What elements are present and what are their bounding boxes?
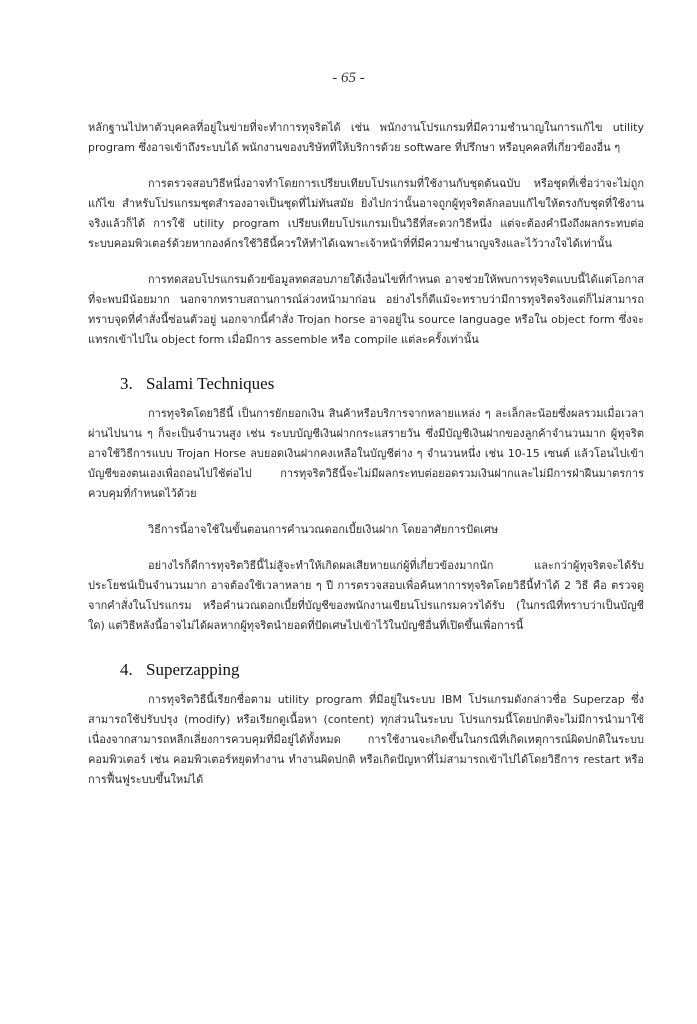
page-content (88, 118, 644, 790)
paragraph-compare-programs: การตรวจสอบวิธีหนึ่งอาจทำโดยการเปรียบเทียบโปรแกรมที่ใช้งานกับชุดต้นฉบับ หรือชุดที่เชื่อว่าจะไม่ถูกแก้ไข สำหรับโปรแกรมชุดสำรองอาจเป็นชุดที่ไม่ทันสมัย ยิ่งไปกว่านั้นอาจถูกผู้ทุจริตลักลอบแก้ไขให้ตรงกับชุดที่ใช้งานจริงแล้วก็ได้ การใช้ utility program เปรียบเทียบโปรแกรมเป็นวิธีที่สะดวกวิธีหนึ่ง แต่จะต้องคำนึงถึงผลกระทบต่อระบบคอมพิวเตอร์ด้วยหากองค์กรใช้วิธีนี้ควรให้ทำได้เฉพาะเจ้าหน้าที่ที่มีความชำนาญจริงและไว้วางใจได้เท่านั้น (88, 177, 644, 250)
paragraph-superzap-definition: การทุจริตวิธีนี้เรียกชื่อตาม utility program ที่มีอยู่ในระบบ IBM โปรแกรมดังกล่าวชื่อ Superzap ซึ่งสามารถใช้ปรับปรุง (modify) หรือเรียกดูเนื้อหา (content) ทุกส่วนในระบบ โปรแกรมนี้โดยปกติจะไม่มีการนำมาใช้ เนื่องจากสามารถหลีกเลี่ยงการควบคุมที่มีอยู่ได้ทั้งหมด การใช้งานจะเกิดขึ้นในกรณีที่เกิดเหตุการณ์ผิดปกติในระบบคอมพิวเตอร์ เช่น คอมพิวเตอร์หยุดทำงาน ทำงานผิดปกติ หรือเกิดปัญหาที่ไม่สามารถเข้าไปได้โดยวิธีการ restart หรือการฟื้นฟูระบบขึ้นใหม่ได้ (88, 693, 644, 786)
paragraph-salami-definition: การทุจริตโดยวิธีนี้ เป็นการยักยอกเงิน สินค้าหรือบริการจากหลายแหล่ง ๆ ละเล็กละน้อยซึ่งผลรวมเมื่อเวลาผ่านไปนาน ๆ ก็จะเป็นจำนวนสูง เช่น ระบบบัญชีเงินฝากกระแสรายวัน ซึ่งมีบัญชีเงินฝากของลูกค้าจำนวนมาก ผู้ทุจริตอาจใช้วิธีการแบบ Trojan Horse ลบยอดเงินฝากคงเหลือในบัญชีต่าง ๆ จำนวนหนึ่ง เช่น 10-15 เซนต์ แล้วโอนไปเข้าบัญชีของตนเองเพื่อถอนไปใช้ต่อไป การทุจริตวิธีนี้จะไม่มีผลกระทบต่อยอดรวมเงินฝากและไม่มีการฝ่าฝืนมาตรการควบคุมที่กำหนดไว้ด้วย (88, 407, 644, 500)
section-heading-salami (88, 372, 644, 396)
paragraph-suspects: หลักฐานไปหาตัวบุคคลที่อยู่ในข่ายที่จะทำการทุจริตได้ เช่น พนักงานโปรแกรมที่มีความชำนาญในการแก้ไข utility program ซึ่งอาจเข้าถึงระบบได้ พนักงานของบริษัทที่ให้บริการด้วย software ที่ปรึกษา หรือบุคคลที่เกี่ยวข้องอื่น ๆ (88, 121, 644, 154)
section-number: 3. (120, 374, 133, 393)
page-number: - 65 - (332, 70, 365, 86)
paragraph-test-data: การทดสอบโปรแกรมด้วยข้อมูลทดสอบภายใต้เงื่อนไขที่กำหนด อาจช่วยให้พบการทุจริตแบบนี้ได้แต่โอกาสที่จะพบมีน้อยมาก นอกจากทราบสถานการณ์ล่วงหน้ามาก่อน อย่างไรก็ดีแม้จะทราบว่ามีการทุจริตจริงแต่ก็ไม่สามารถทราบจุดที่คำสั่งนี้ซ่อนตัวอยู่ นอกจากนี้คำสั่ง Trojan horse อาจอยู่ใน source language หรือใน object form ซึ่งจะแทรกเข้าไปใน object form เมื่อมีการ assemble หรือ compile แต่ละครั้งเท่านั้น (88, 273, 644, 346)
paragraph-salami-interest: วิธีการนี้อาจใช้ในขั้นตอนการคำนวณดอกเบี้ยเงินฝาก โดยอาศัยการปัดเศษ (148, 523, 499, 536)
section-number: 4. (120, 660, 133, 679)
paragraph-salami-detection: อย่างไรก็ดีการทุจริตวิธีนี้ไม่สู้จะทำให้เกิดผลเสียหายแก่ผู้ที่เกี่ยวข้องมากนัก และกว่าผู้ทุจริตจะได้รับประโยชน์เป็นจำนวนมาก อาจต้องใช้เวลาหลาย ๆ ปี การตรวจสอบเพื่อค้นหาการทุจริตโดยวิธีนี้ทำได้ 2 วิธี คือ ตรวจดูจากคำสั่งในโปรแกรม หรือคำนวณดอกเบี้ยที่บัญชีของพนักงานเขียนโปรแกรมควรได้รับ (ในกรณีที่ทราบว่าเป็นบัญชีใด) แต่วิธีหลังนี้อาจไม่ได้ผลหากผู้ทุจริตนำยอดที่ปัดเศษไปเข้าไว้ในบัญชีอื่นที่เปิดขึ้นเพื่อการนี้ (88, 559, 644, 632)
section-title: Superzapping (146, 660, 240, 679)
section-heading-superzapping (88, 658, 644, 682)
section-title: Salami Techniques (146, 374, 275, 393)
